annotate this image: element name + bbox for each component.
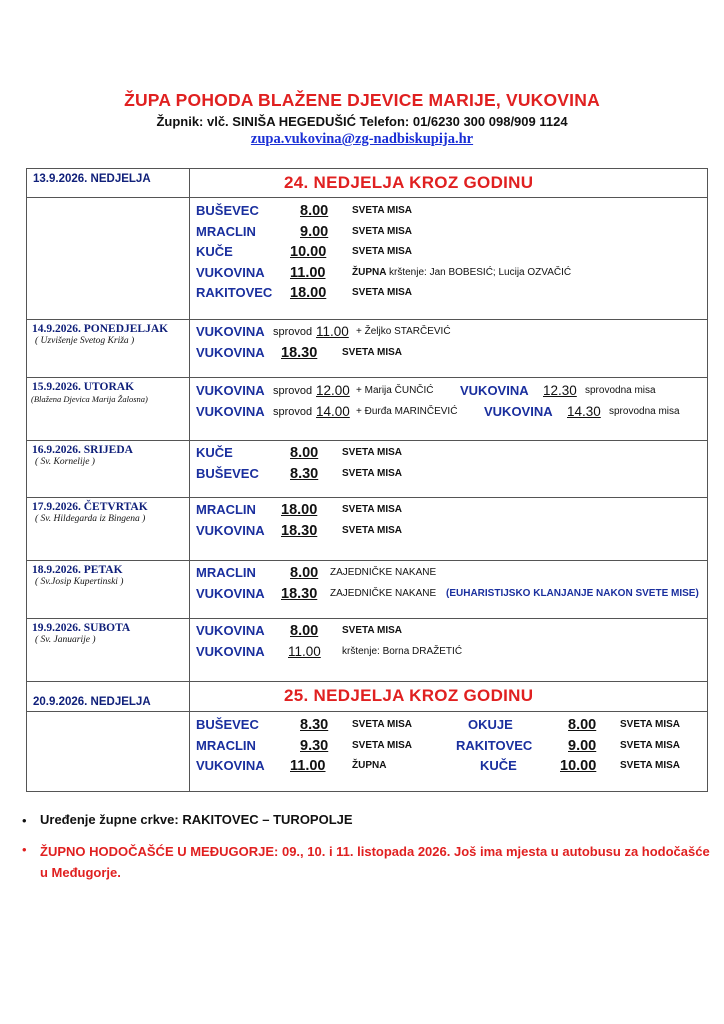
list-item: VUKOVINA sprovod 11.00 + Željko STARČEVIĆ [196, 324, 451, 339]
notice-item [22, 841, 712, 883]
wednesday-date: 16.9.2026. SRIJEDA [32, 444, 133, 456]
list-item: MRACLIN 9.30 SVETA MISA RAKITOVEC 9.00 SVETA MISA [196, 737, 681, 754]
notice-text: Uređenje župne crkve: RAKITOVEC – TUROPOLJE [40, 812, 353, 827]
bullet-icon: • [22, 842, 27, 857]
thursday-row [27, 498, 708, 561]
monday-date: 14.9.2026. PONEDJELJAK [32, 323, 169, 335]
notices-list [22, 812, 712, 895]
friday-date: 18.9.2026. PETAK [32, 564, 123, 576]
sunday1-header-row [27, 169, 708, 198]
saturday-row [27, 619, 708, 682]
pilgrimage-label: ŽUPNO HODOČAŠĆE U MEĐUGORJE: [40, 844, 279, 859]
parish-contact: Župnik: vlč. SINIŠA HEGEDUŠIĆ Telefon: 01/6230 300 098/909 1124 [156, 114, 568, 129]
friday-saint: ( Sv.Josip Kupertinski ) [35, 577, 124, 587]
list-item: BUŠEVEC 8.00 SVETA MISA [196, 203, 413, 219]
list-item: MRACLIN 8.00 ZAJEDNIČKE NAKANE [196, 565, 437, 581]
tuesday-row [27, 378, 708, 441]
notice-item [22, 812, 712, 827]
sunday1-date: 13.9.2026. NEDJELJA [33, 173, 151, 185]
schedule-table [26, 168, 708, 792]
list-item: VUKOVINA 8.00 SVETA MISA [196, 623, 403, 639]
friday-row [27, 561, 708, 619]
sunday2-header-row [27, 682, 708, 712]
list-item: KUČE 8.00 SVETA MISA [196, 445, 403, 461]
sunday2-date: 20.9.2026. NEDJELJA [33, 696, 151, 708]
list-item: KUČE 10.00 SVETA MISA [196, 244, 413, 260]
list-item: RAKITOVEC 18.00 SVETA MISA [196, 285, 413, 301]
wednesday-row [27, 441, 708, 498]
sunday1-masses-row [27, 198, 708, 320]
sunday2-masses-row [27, 712, 708, 792]
list-item: VUKOVINA 11.00 ŽUPNA krštenje: Jan BOBESIĆ; Lucija OZVAČIĆ [196, 264, 572, 281]
saturday-date: 19.9.2026. SUBOTA [32, 622, 131, 634]
thursday-date: 17.9.2026. ČETVRTAK [32, 501, 148, 513]
list-item: VUKOVINA sprovod 14.00 + Đurđa MARINČEVIĆ VUKOVINA 14.30 sprovodna misa [196, 403, 680, 419]
parish-email-link[interactable]: zupa.vukovina@zg-nadbiskupija.hr [250, 131, 474, 147]
parish-title: ŽUPA POHODA BLAŽENE DJEVICE MARIJE, VUKOVINA [124, 90, 600, 110]
monday-saint: ( Uzvišenje Svetog Križa ) [35, 336, 135, 346]
monday-row [27, 320, 708, 378]
thursday-saint: ( Sv. Hildegarda iz Bingena ) [35, 514, 146, 524]
wednesday-saint: ( Sv. Kornelije ) [35, 457, 95, 467]
tuesday-date: 15.9.2026. UTORAK [32, 381, 135, 393]
list-item: MRACLIN 9.00 SVETA MISA [196, 223, 413, 240]
list-item: BUŠEVEC 8.30 SVETA MISA [196, 465, 403, 482]
pilgrimage-text: 09., 10. i 11. listopada 2026. Još ima mjesta u autobusu za hodočašće u Međugorje. [40, 844, 710, 880]
list-item: VUKOVINA 18.30 ZAJEDNIČKE NAKANE (EUHARISTIJSKO KLANJANJE NAKON SVETE MISE) [196, 585, 699, 602]
tuesday-saint: (Blažena Djevica Marija Žalosna) [31, 394, 148, 404]
list-item: VUKOVINA 11.00 ŽUPNA KUČE 10.00 SVETA MISA [196, 758, 681, 774]
saturday-saint: ( Sv. Januarije ) [35, 635, 96, 645]
list-item: VUKOVINA 18.30 SVETA MISA [196, 344, 403, 361]
list-item: VUKOVINA sprovod 12.00 + Marija ČUNČIĆ VUKOVINA 12.30 sprovodna misa [196, 383, 656, 398]
list-item: BUŠEVEC 8.30 SVETA MISA OKUJE 8.00 SVETA MISA [196, 717, 681, 733]
list-item: VUKOVINA 11.00 krštenje: Borna DRAŽETIĆ [196, 643, 463, 659]
sunday2-title: 25. NEDJELJA KROZ GODINU [284, 686, 534, 705]
list-item: MRACLIN 18.00 SVETA MISA [196, 502, 403, 518]
list-item: VUKOVINA 18.30 SVETA MISA [196, 522, 403, 539]
bullet-icon: • [22, 813, 27, 828]
sunday1-title: 24. NEDJELJA KROZ GODINU [284, 173, 534, 192]
